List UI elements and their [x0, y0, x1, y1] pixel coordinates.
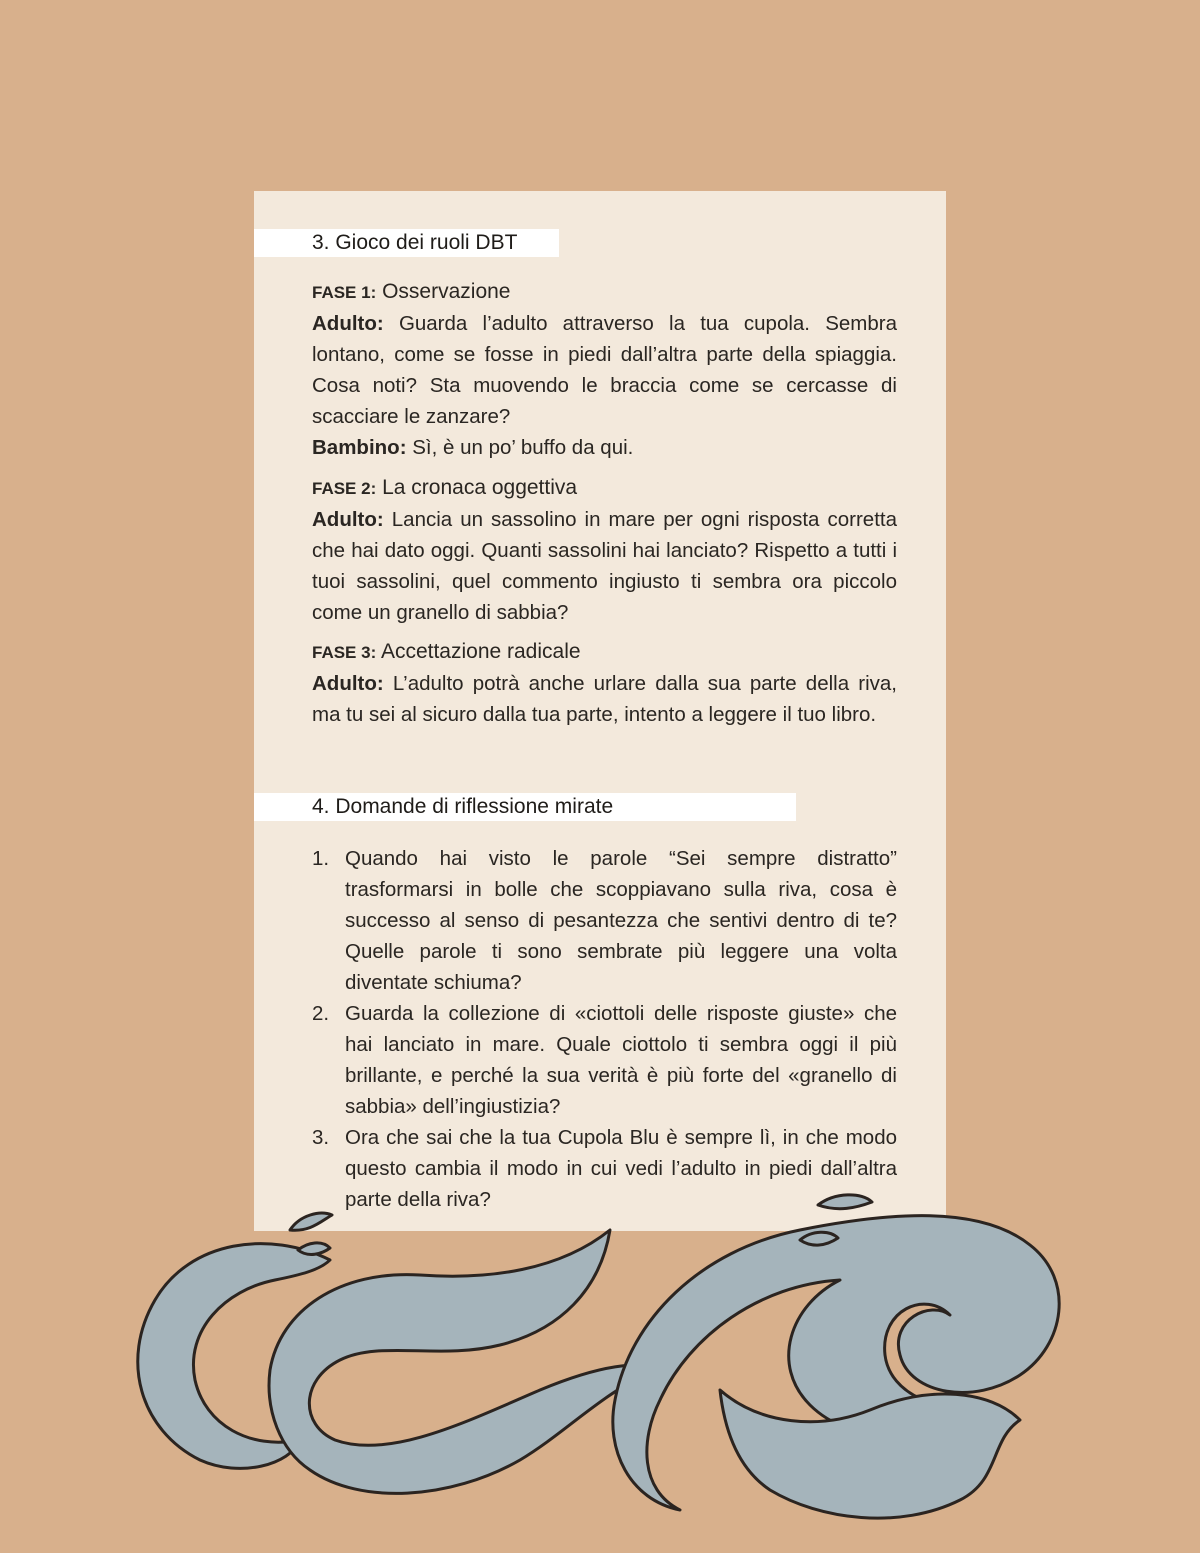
dialogue-text: Lancia un sassolino in mare per ogni risposta corretta che hai dato oggi. Quanti sassolini hai lanciato? Rispetto a tutti i tuoi sassolini, quel commento ingiusto ti sembra ora piccolo come un granello di sabbia?: [312, 508, 897, 624]
phase-block-3: [312, 636, 897, 730]
question-text: Ora che sai che la tua Cupola Blu è sempre lì, in che modo questo cambia il modo in cui vedi l’adulto in piedi dall’altra parte della riva?: [345, 1126, 897, 1211]
list-number: 2.: [312, 1002, 330, 1025]
wave-lower-right-icon: [720, 1390, 1020, 1518]
speaker-label: Adulto:: [312, 508, 384, 531]
phase-title: Accettazione radicale: [380, 640, 581, 663]
phase-block-2: [312, 472, 897, 628]
question-text: Quando hai visto le parole “Sei sempre distratto” trasformarsi in bolle che scoppiavano sulla riva, cosa è successo al senso di pesantezza che sentivi dentro di te? Quelle parole ti sono sembrate più leggere una volta diventate schiuma?: [345, 847, 897, 994]
droplet-icon: [818, 1195, 872, 1209]
droplet-icon: [290, 1213, 332, 1230]
speaker-label: Bambino:: [312, 436, 407, 459]
section-heading-roleplay: [254, 229, 559, 257]
phase-title: La cronaca oggettiva: [382, 476, 578, 499]
dialogue-text: Guarda l’adulto attraverso la tua cupola. Sembra lontano, come se fosse in piedi dall’altra parte della spiaggia. Cosa noti? Sta muovendo le braccia come se cercasse di scacciare le zanzare?: [312, 312, 897, 428]
list-item: [312, 998, 897, 1122]
speaker-label: Adulto:: [312, 672, 384, 695]
droplet-icon: [298, 1243, 330, 1255]
dialogue-text: L’adulto potrà anche urlare dalla sua parte della riva, ma tu sei al sicuro dalla tua parte, intento a leggere il tuo libro.: [312, 672, 897, 726]
phase-label: FASE 2:: [312, 479, 377, 498]
phase-title: Osservazione: [382, 280, 511, 303]
phase-label: FASE 1:: [312, 283, 377, 302]
wave-middle-icon: [269, 1230, 660, 1493]
question-text: Guarda la collezione di «ciottoli delle risposte giuste» che hai lanciato in mare. Quale ciottolo ti sembra oggi il più brillante, e perché la sua verità è più forte del «granello di sabbia» dell’ingiustizia?: [345, 1002, 897, 1118]
phase-block-1: [312, 276, 897, 463]
section-title: 4. Domande di riflessione mirate: [312, 795, 614, 818]
phase-label: FASE 3:: [312, 643, 377, 662]
ocean-waves-illustration: [0, 1160, 1200, 1553]
list-number: 3.: [312, 1126, 330, 1149]
dialogue-text: Sì, è un po’ buffo da qui.: [412, 436, 634, 459]
section-heading-reflection: [254, 793, 796, 821]
content-card: [254, 191, 946, 1231]
section-title: 3. Gioco dei ruoli DBT: [312, 231, 518, 254]
speaker-label: Adulto:: [312, 312, 384, 335]
list-item: [312, 843, 897, 998]
list-number: 1.: [312, 847, 330, 870]
